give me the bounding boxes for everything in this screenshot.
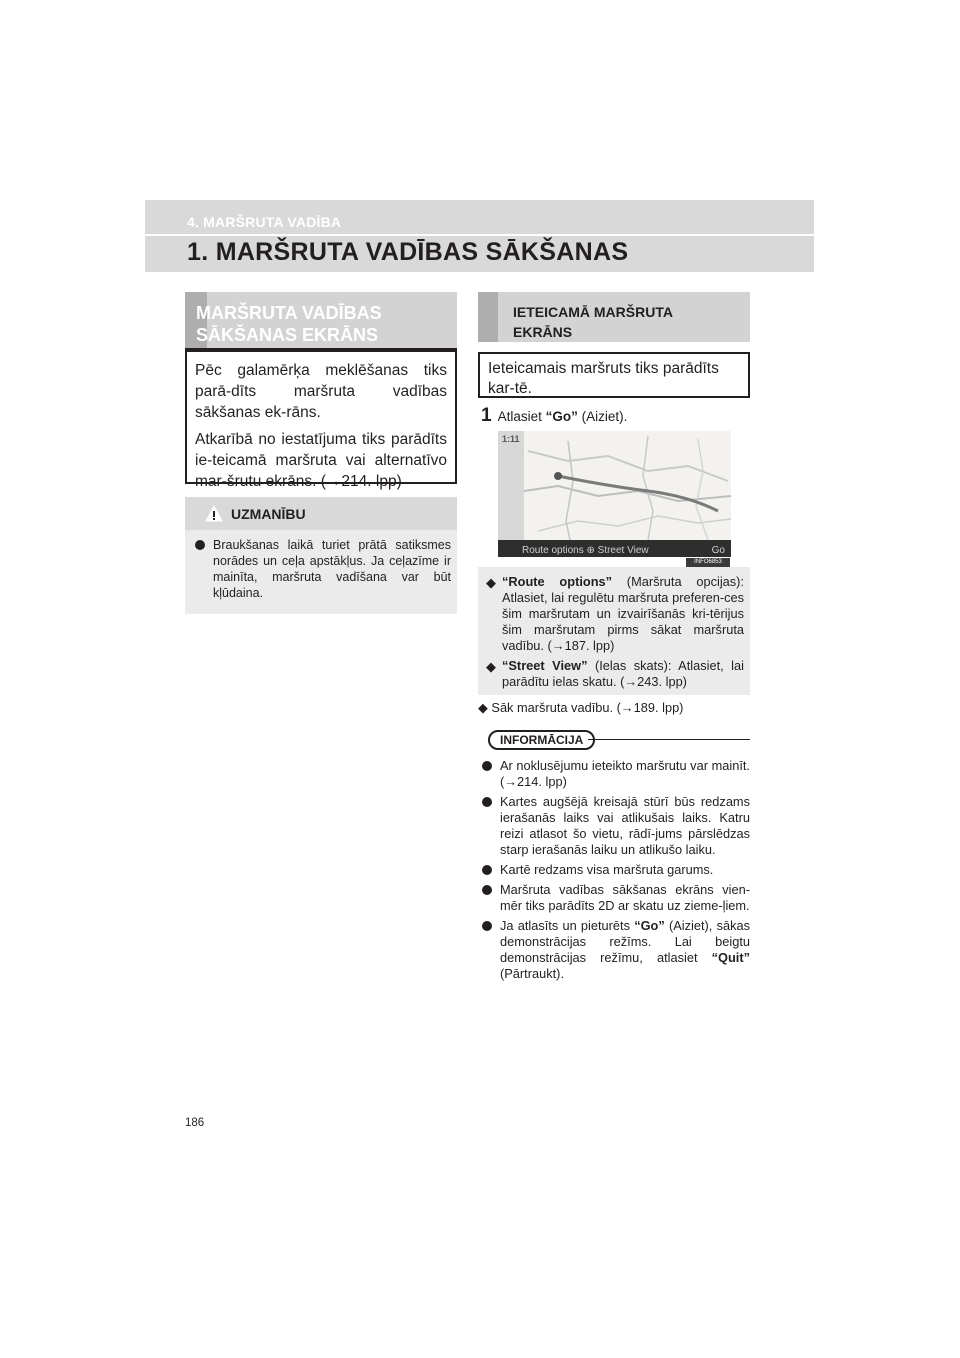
right-title-line2: EKRĀNS xyxy=(513,324,573,340)
screen-bottom-bar xyxy=(498,540,731,557)
result-line xyxy=(478,700,683,716)
bullet-icon xyxy=(482,885,492,895)
route-map xyxy=(498,431,731,557)
info-item: Kartē redzams visa maršruta garums. xyxy=(482,862,750,878)
warning-icon xyxy=(205,505,223,522)
option-description: (Maršruta opcijas): Atlasiet, lai regulētu maršruta preferen-ces šim maršrutam un izvairīšanās kri-tērijus šim maršrutam pirms sākat maršruta vadību. (→187. lpp) xyxy=(502,574,744,653)
info-item: Ar noklusējumu ieteikto maršrutu var mainīt. (→214. lpp) xyxy=(482,758,750,790)
page-title: 1. MARŠRUTA VADĪBAS SĀKŠANAS xyxy=(187,238,629,266)
bullet-icon xyxy=(482,761,492,771)
left-para-1: Pēc galamērķa meklēšanas tiks parā-dīts maršruta vadības sākšanas ek-rāns. xyxy=(195,362,447,421)
option-route-options xyxy=(486,574,744,654)
left-para-2-text: Atkarībā no iestatījuma tiks parādīts ie-teicamā maršruta vai alternatīvo mar-šrutu ekrāns. ( xyxy=(195,431,447,490)
caution-label: UZMANĪBU xyxy=(231,506,306,522)
option-description: (Ielas skats): Atlasiet, lai parādītu ielas skatu. (→243. lpp) xyxy=(502,658,744,689)
info-item: Ja atlasīts un pieturēts “Go” (Aiziet), sākas demonstrācijas režīms. Lai beigtu demonstrācijas režīmu, atlasiet “Quit” (Pārtraukt). xyxy=(482,918,750,982)
header-divider xyxy=(145,234,814,236)
right-title-line1: IETEICAMĀ MARŠRUTA xyxy=(513,304,673,320)
navigation-screenshot xyxy=(498,431,731,557)
info-item: Maršruta vadības sākšanas ekrāns vien-mēr tiks parādīts 2D ar skatu uz zieme-ļiem. xyxy=(482,882,750,914)
caution-box xyxy=(185,497,457,614)
go-label: “Go” xyxy=(545,409,578,424)
info-item: Kartes augšējā kreisajā stūrī būs redzams ierašanās laiks vai atlikušais laiks. Katru reizi atlasot šo vietu, rādī-jums pārslēdzas starp ierašanās laiku un atlikušo laiku. xyxy=(482,794,750,858)
option-label: “Street View” xyxy=(502,658,588,673)
arrow-icon: → xyxy=(325,473,342,490)
bullet-icon xyxy=(482,921,492,931)
right-section-title xyxy=(478,292,750,342)
diamond-bullet-icon: ◆ xyxy=(486,659,496,674)
bullet-icon xyxy=(482,797,492,807)
left-section-title xyxy=(185,292,457,348)
caution-list xyxy=(193,537,451,606)
info-badge: INFORMĀCIJA xyxy=(488,730,595,750)
caution-item xyxy=(193,537,451,601)
page-reference: 214. lpp) xyxy=(341,473,402,490)
result-text: Sāk maršruta vadību. (→189. lpp) xyxy=(491,700,684,715)
options-box xyxy=(478,567,750,695)
caution-text: Braukšanas laikā turiet prātā satiksmes norādes un ceļa apstākļus. Ja ceļazīme ir mainīta, maršruta vadīšana var būt kļūdaina. xyxy=(213,538,451,600)
diamond-bullet-icon: ◆ xyxy=(478,700,492,715)
step-number: 1 xyxy=(481,405,492,426)
info-list xyxy=(478,758,750,982)
chapter-header xyxy=(145,200,814,272)
option-street-view xyxy=(486,658,744,690)
right-intro-box xyxy=(478,352,750,398)
title-accent xyxy=(478,292,498,342)
caution-header xyxy=(185,497,457,530)
left-title-line1: MARŠRUTA VADĪBAS xyxy=(196,303,382,323)
left-intro-box xyxy=(185,350,457,490)
go-button: Go xyxy=(711,545,725,556)
step-1 xyxy=(481,405,627,427)
screen-side-panel xyxy=(498,431,524,540)
diamond-bullet-icon: ◆ xyxy=(486,575,496,590)
options-list xyxy=(486,574,744,694)
left-title-line2: SĀKŠANAS EKRĀNS xyxy=(196,325,379,345)
left-para-2 xyxy=(195,429,447,492)
step-suffix: (Aiziet). xyxy=(577,409,628,424)
right-intro: Ieteicamais maršruts tiks parādīts kar-tē. xyxy=(488,360,719,397)
option-label: “Route options” xyxy=(502,574,613,589)
info-section xyxy=(478,730,750,986)
image-code: INFO6853 xyxy=(686,558,730,567)
info-divider xyxy=(588,739,750,740)
bullet-icon xyxy=(195,540,205,550)
section-label: 4. MARŠRUTA VADĪBA xyxy=(187,214,342,230)
page-number: 186 xyxy=(185,1117,205,1129)
bullet-icon xyxy=(482,865,492,875)
route-options-street-view: Route options ⊕ Street View xyxy=(522,545,649,556)
arrival-time: 1:11 xyxy=(502,434,520,444)
step-text: Atlasiet xyxy=(497,409,546,424)
